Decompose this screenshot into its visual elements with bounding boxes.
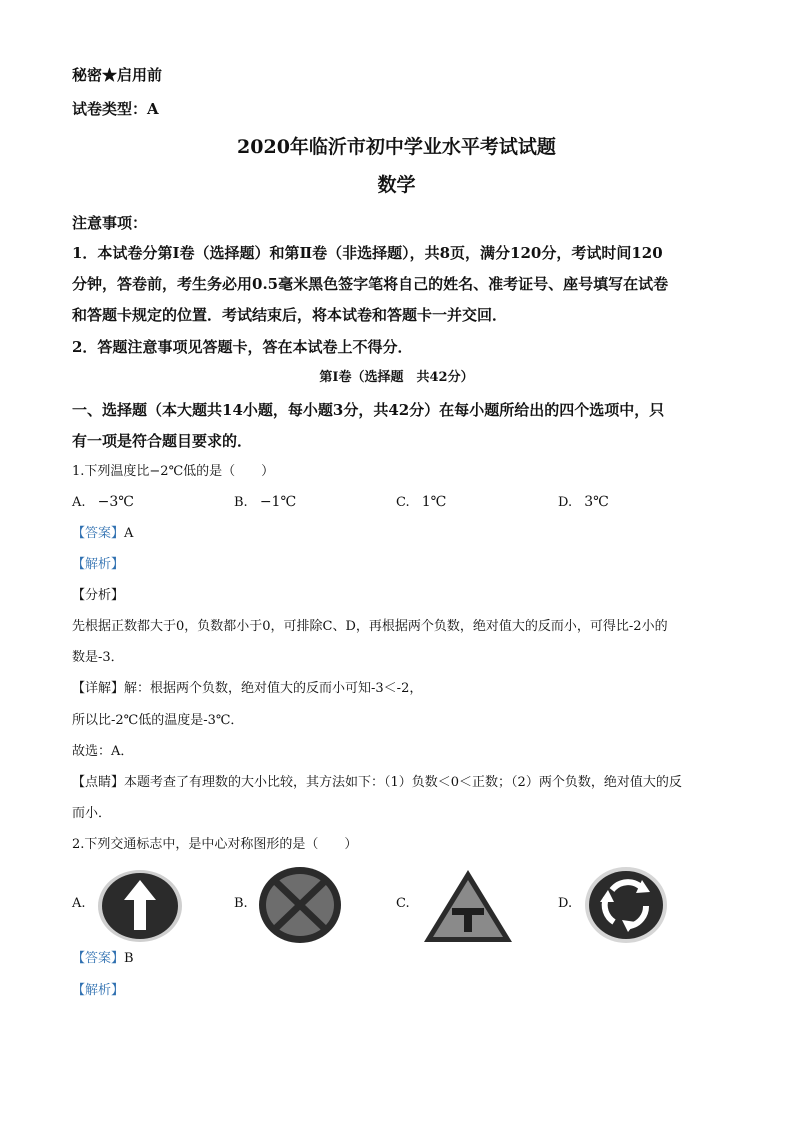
q2-answer (72, 951, 134, 967)
notes-item1-line3: 和答题卡规定的位置．考试结束后，将本试卷和答题卡一并交回． (72, 306, 508, 324)
answer-value: A (124, 526, 134, 541)
section1-line1: 一、选择题（本大题共14小题，每小题3分，共42分）在每小题所给出的四个选项中，只 (72, 401, 665, 419)
q2-analysis-tag: 【解析】 (72, 983, 125, 998)
q1-answer (72, 526, 133, 542)
q1-option-a (72, 494, 134, 510)
comment-text: 本题考查了有理数的大小比较，其方法如下：（1）负数＜0＜正数；（2）两个负数，绝对值大的反 (124, 775, 682, 790)
q1-detail-line3: 故选：A． (72, 744, 134, 759)
answer-value: B (124, 951, 134, 966)
page-title: 2020年临沂市初中学业水平考试试题 (237, 136, 556, 158)
secret-label: 秘密★启用前 (72, 66, 163, 84)
q2-option-b-letter: B. (234, 896, 248, 911)
q1-detail-line1 (72, 681, 422, 697)
subject-title: 数学 (377, 174, 416, 196)
paper-type-label: 试卷类型：A (72, 100, 159, 118)
answer-tag: 【答案】 (72, 951, 125, 966)
q2-option-a-letter: A. (72, 896, 86, 911)
section1-line2: 有一项是符合题目要求的． (72, 432, 253, 450)
q1-fenxi-tag: 【分析】 (72, 588, 125, 603)
q1-option-b (234, 494, 296, 510)
q1-option-d (558, 494, 609, 510)
q1-stem: 1.下列温度比−2℃低的是（ ） (72, 464, 275, 479)
q1-analysis-tag: 【解析】 (72, 557, 125, 572)
t-junction-warning-sign-icon (422, 868, 514, 944)
option-value: −1℃ (259, 494, 297, 510)
q2-option-c-letter: C. (396, 896, 410, 911)
notes-item1-line2: 分钟，答卷前，考生务必用0.5毫米黑色签字笔将自己的姓名、准考证号、座号填写在试卷 (72, 275, 669, 293)
option-letter: A. (72, 495, 86, 510)
option-value: 3℃ (584, 494, 609, 510)
option-value: −3℃ (97, 494, 134, 510)
q2-stem: 2.下列交通标志中，是中心对称图形的是（ ） (72, 837, 358, 852)
q1-detail-line2: 所以比-2℃低的温度是-3℃． (72, 713, 244, 728)
notes-item1-line1: 1．本试卷分第Ⅰ卷（选择题）和第Ⅱ卷（非选择题），共8页，满分120分，考试时间120 (72, 244, 663, 262)
option-value: 1℃ (421, 494, 447, 510)
detail-text: 解：根据两个负数，绝对值大的反而小可知-3＜-2， (124, 681, 423, 696)
q1-option-c (396, 494, 446, 510)
notes-heading: 注意事项： (72, 214, 148, 232)
option-letter: D. (558, 495, 573, 510)
q1-fenxi-line1: 先根据正数都大于0，负数都小于0，可排除C、D，再根据两个负数，绝对值大的反而小，可得比-2小的 (72, 619, 668, 634)
notes-item2: 2．答题注意事项见答题卡，答在本试卷上不得分． (72, 338, 413, 356)
option-letter: B. (234, 495, 248, 510)
comment-tag: 【点睛】 (72, 775, 125, 790)
straight-arrow-sign-icon (96, 868, 184, 944)
q1-comment-line2: 而小． (72, 806, 112, 821)
part1-title: 第Ⅰ卷（选择题 共42分） (319, 370, 474, 385)
option-letter: C. (396, 495, 410, 510)
answer-tag: 【答案】 (72, 526, 125, 541)
no-stopping-sign-icon (258, 866, 342, 944)
detail-tag: 【详解】 (72, 681, 125, 696)
q1-comment-line1 (72, 775, 682, 791)
q2-option-d-letter: D. (558, 896, 573, 911)
roundabout-sign-icon (584, 866, 668, 944)
q1-fenxi-line2: 数是-3． (72, 650, 124, 665)
